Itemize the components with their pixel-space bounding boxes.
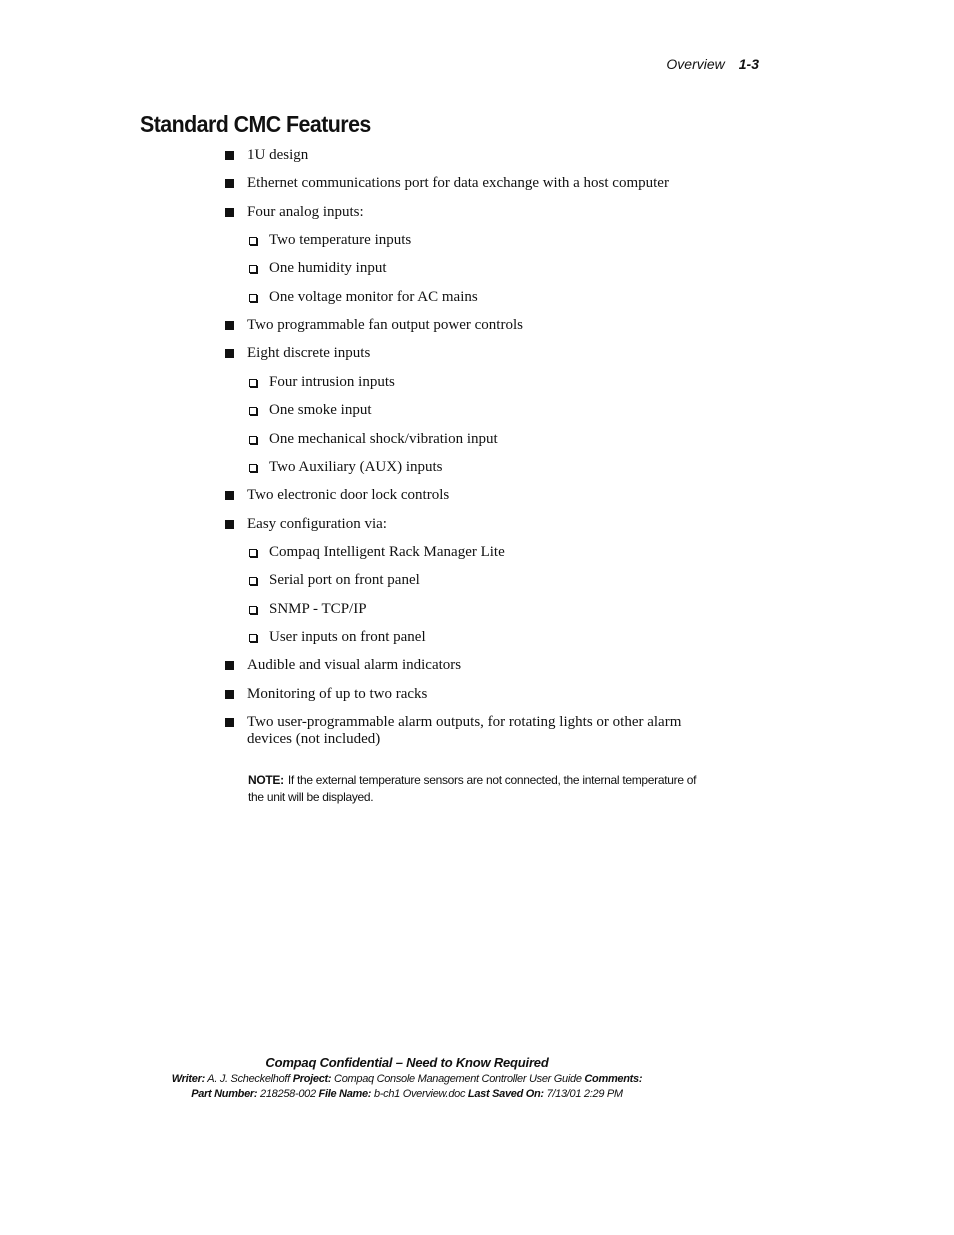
checkbox-bullet-icon (249, 577, 257, 585)
feature-text: One mechanical shock/vibration input (269, 430, 498, 447)
last-saved-value: 7/13/01 2:29 PM (546, 1088, 623, 1100)
running-header (666, 56, 759, 72)
comments-label: Comments: (584, 1073, 643, 1085)
feature-text: Easy configuration via: (247, 515, 387, 532)
feature-subitem (269, 544, 505, 561)
feature-subitem (269, 232, 411, 249)
header-section-name: Overview (666, 56, 725, 72)
checkbox-bullet-icon (249, 436, 257, 444)
page-title: Standard CMC Features (140, 111, 371, 137)
feature-item (247, 516, 387, 533)
feature-text: Four analog inputs: (247, 203, 364, 220)
file-name-label: File Name: (318, 1088, 372, 1100)
checkbox-bullet-icon (249, 407, 257, 415)
feature-item (247, 175, 669, 192)
checkbox-bullet-icon (249, 237, 257, 245)
feature-item (247, 686, 427, 703)
feature-text: One smoke input (269, 402, 372, 419)
feature-subitem (269, 260, 387, 277)
feature-item (247, 317, 523, 334)
project-label: Project: (292, 1073, 332, 1085)
part-number-value: 218258-002 (260, 1088, 316, 1100)
feature-text: Serial port on front panel (269, 572, 420, 589)
feature-item (247, 714, 681, 748)
checkbox-bullet-icon (249, 549, 257, 557)
feature-text: Audible and visual alarm indicators (247, 657, 462, 674)
square-bullet-icon (225, 690, 234, 699)
footer-meta-line-2 (0, 1087, 814, 1102)
feature-text: Two temperature inputs (269, 232, 412, 249)
feature-subitem (269, 402, 372, 419)
checkbox-bullet-icon (249, 634, 257, 642)
feature-text: Monitoring of up to two racks (247, 685, 428, 702)
feature-text: Four intrusion inputs (269, 373, 395, 390)
square-bullet-icon (225, 718, 234, 727)
checkbox-bullet-icon (249, 294, 257, 302)
file-name-value: b-ch1 Overview.doc (373, 1088, 466, 1100)
checkbox-bullet-icon (249, 464, 257, 472)
feature-subitem (269, 601, 367, 618)
feature-text: User inputs on front panel (269, 628, 426, 645)
feature-item (247, 345, 370, 362)
feature-text: Two user-programmable alarm outputs, for rotating lights or other alarm (247, 714, 682, 730)
footer-meta-line-1 (0, 1072, 814, 1087)
checkbox-bullet-icon (249, 265, 257, 273)
square-bullet-icon (225, 349, 234, 358)
feature-item (247, 204, 364, 221)
square-bullet-icon (225, 151, 234, 160)
part-number-label: Part Number: (191, 1088, 258, 1100)
feature-text: Ethernet communications port for data exchange with a host computer (247, 175, 669, 192)
feature-text: SNMP - TCP/IP (269, 600, 367, 617)
last-saved-label: Last Saved On: (467, 1088, 544, 1100)
feature-text: One voltage monitor for AC mains (269, 288, 478, 305)
feature-subitem (269, 431, 498, 448)
note (248, 772, 728, 806)
project-value: Compaq Console Management Controller User Guide (334, 1073, 582, 1085)
square-bullet-icon (225, 179, 234, 188)
feature-subitem (269, 289, 478, 306)
square-bullet-icon (225, 661, 234, 670)
feature-text: Two programmable fan output power controls (247, 317, 523, 334)
checkbox-bullet-icon (249, 379, 257, 387)
writer-label: Writer: (171, 1073, 205, 1085)
square-bullet-icon (225, 491, 234, 500)
feature-text: Two electronic door lock controls (247, 487, 450, 504)
note-text-line-1: If the external temperature sensors are not connected, the internal temperature of (287, 773, 697, 787)
square-bullet-icon (225, 208, 234, 217)
note-text-line-2: the unit will be displayed. (248, 790, 374, 804)
feature-subitem (269, 629, 426, 646)
square-bullet-icon (225, 321, 234, 330)
feature-text: Compaq Intelligent Rack Manager Lite (269, 543, 505, 560)
feature-text: Two Auxiliary (AUX) inputs (269, 458, 443, 475)
square-bullet-icon (225, 520, 234, 529)
feature-subitem (269, 572, 420, 589)
feature-item (247, 147, 308, 164)
feature-item (247, 657, 461, 674)
feature-item (247, 487, 449, 504)
feature-subitem (269, 459, 443, 476)
feature-text-continuation: devices (not included) (247, 731, 381, 747)
checkbox-bullet-icon (249, 606, 257, 614)
feature-text: 1U design (247, 147, 309, 163)
feature-subitem (269, 374, 395, 391)
header-page-number: 1-3 (738, 56, 759, 72)
feature-text: Eight discrete inputs (247, 345, 371, 362)
writer-value: A. J. Scheckelhoff (207, 1073, 290, 1085)
footer-confidential: Compaq Confidential – Need to Know Required (265, 1055, 549, 1070)
document-footer (0, 1054, 814, 1102)
feature-text: One humidity input (269, 260, 387, 277)
note-label: NOTE: (248, 773, 284, 787)
